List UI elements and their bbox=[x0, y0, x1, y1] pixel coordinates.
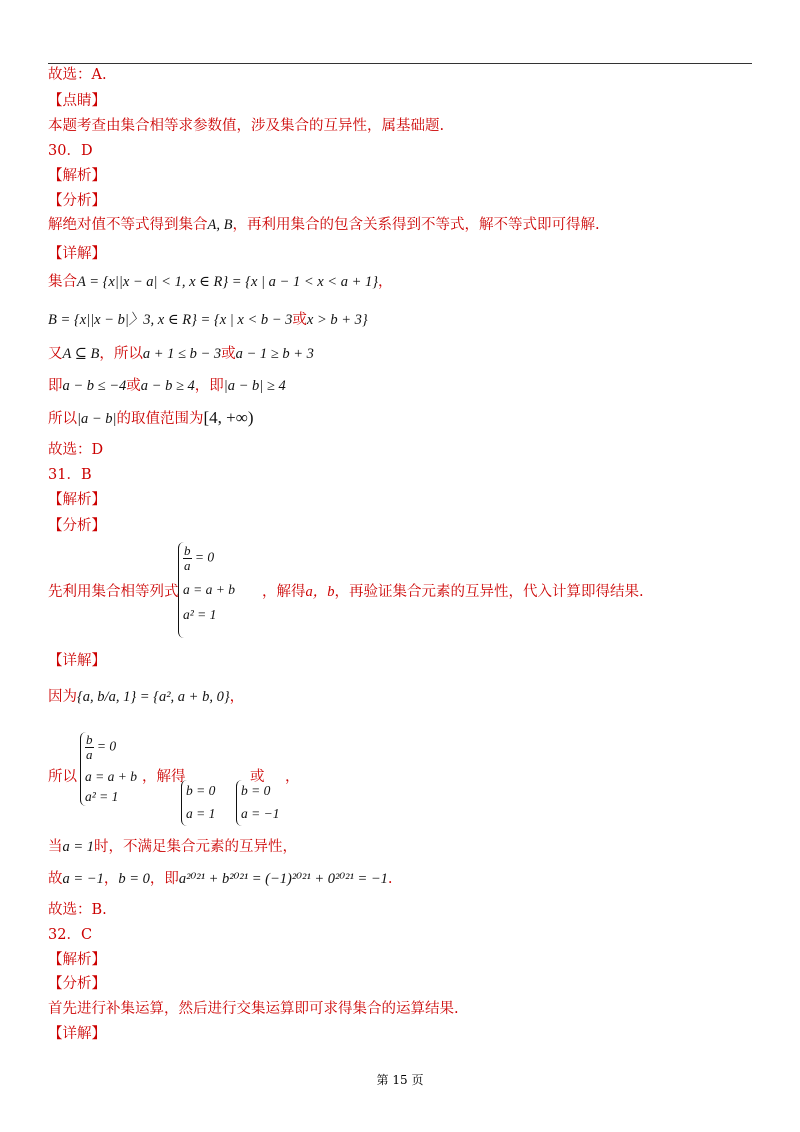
equation-system bbox=[178, 542, 261, 638]
label-text: 即 bbox=[48, 378, 63, 394]
label-text: 所以 bbox=[48, 769, 77, 785]
section-heading bbox=[48, 192, 106, 210]
answer-line bbox=[48, 441, 103, 459]
math-line bbox=[48, 409, 254, 428]
denominator: a bbox=[86, 747, 93, 762]
solution-system bbox=[236, 780, 293, 826]
question-number-text: 31．B bbox=[48, 467, 92, 483]
paragraph-text: 先利用集合相等列式 bbox=[48, 584, 179, 600]
math-expression: x > b + 3} bbox=[306, 312, 368, 328]
system-row: a = −1 bbox=[241, 806, 280, 821]
fraction bbox=[85, 733, 94, 762]
heading-text: 【点睛】 bbox=[48, 93, 106, 109]
system-row: b = 0 bbox=[186, 783, 216, 798]
paragraph-text: 解绝对值不等式得到集合 bbox=[48, 217, 208, 233]
numerator: b bbox=[86, 732, 93, 747]
section-heading bbox=[48, 975, 106, 993]
equation-text: = 0 bbox=[194, 549, 215, 565]
paragraph bbox=[48, 1000, 459, 1018]
math-expression: [4, +∞) bbox=[203, 408, 254, 427]
label-text: 故 bbox=[48, 871, 63, 887]
label-text: 又 bbox=[48, 346, 63, 362]
answer-line bbox=[48, 66, 107, 84]
heading-text: 【分析】 bbox=[48, 976, 106, 992]
math-line bbox=[48, 688, 244, 706]
system-row: a = a + b bbox=[183, 582, 235, 597]
math-expression: a − b ≥ 4 bbox=[140, 378, 195, 394]
paragraph-text: ，再利用集合的包含关系得到不等式，解不等式即可得解. bbox=[232, 217, 600, 233]
section-heading bbox=[48, 245, 106, 263]
punctuation: . bbox=[387, 871, 393, 887]
label-text: ，即 bbox=[194, 378, 224, 394]
math-expression: B = {x||x − b|〉3, x ∈ R} = {x | x < b − 3 bbox=[48, 312, 293, 328]
system-row: a = a + b bbox=[85, 769, 137, 784]
system-row: a = 1 bbox=[186, 806, 216, 821]
header-rule bbox=[48, 63, 752, 64]
math-line bbox=[48, 838, 297, 856]
label-text: ，即 bbox=[149, 871, 179, 887]
math-line bbox=[48, 273, 393, 291]
label-text: 所以 bbox=[48, 411, 77, 427]
section-heading bbox=[48, 517, 106, 535]
label-text: 或 bbox=[221, 346, 236, 362]
paragraph bbox=[48, 583, 179, 601]
label-text: ，解得 bbox=[142, 769, 186, 785]
math-expression: a + 1 ≤ b − 3 bbox=[142, 346, 222, 362]
paragraph-text: ，解得 bbox=[262, 584, 306, 600]
section-heading bbox=[48, 652, 106, 670]
numerator: b bbox=[184, 543, 191, 558]
label-text: 或 bbox=[292, 312, 307, 328]
answer-text: 故选：B. bbox=[48, 902, 107, 918]
question-number-text: 32．C bbox=[48, 927, 93, 943]
heading-text: 【解析】 bbox=[48, 492, 106, 508]
section-heading bbox=[48, 167, 106, 185]
system-row bbox=[183, 544, 214, 573]
heading-text: 【详解】 bbox=[48, 1026, 106, 1042]
heading-text: 【分析】 bbox=[48, 518, 106, 534]
math-expression: a − 1 ≥ b + 3 bbox=[235, 346, 314, 362]
denominator: a bbox=[184, 558, 191, 573]
heading-text: 【解析】 bbox=[48, 952, 106, 968]
math-expression: |a − b| ≥ 4 bbox=[223, 378, 286, 394]
question-number bbox=[48, 142, 93, 160]
math-expression: a = 1 bbox=[62, 839, 95, 855]
punctuation: ， bbox=[103, 871, 119, 887]
label-text: 当 bbox=[48, 839, 63, 855]
section-heading bbox=[48, 491, 106, 509]
system-row: a² = 1 bbox=[183, 607, 217, 622]
paragraph-text: 首先进行补集运算，然后进行交集运算即可求得集合的运算结果. bbox=[48, 1001, 459, 1017]
heading-text: 【详解】 bbox=[48, 246, 106, 262]
label-text: 或 bbox=[250, 769, 265, 785]
page-number: 第 15 页 bbox=[376, 1073, 424, 1087]
math-line bbox=[48, 345, 314, 363]
math-expression: b = 0 bbox=[118, 871, 150, 887]
answer-line bbox=[48, 901, 107, 919]
heading-text: 【分析】 bbox=[48, 193, 106, 209]
section-heading bbox=[48, 92, 106, 110]
answer-text: 故选：D bbox=[48, 442, 104, 458]
math-expression: {a, b/a, 1} = {a², a + b, 0} bbox=[77, 689, 230, 705]
math-line bbox=[48, 870, 393, 888]
system-row: a² = 1 bbox=[85, 789, 119, 804]
math-line bbox=[48, 311, 368, 329]
question-number bbox=[48, 926, 92, 944]
math-expression: a，b bbox=[305, 584, 335, 600]
label-text: 集合 bbox=[48, 274, 77, 290]
punctuation: ， bbox=[229, 689, 245, 705]
section-heading bbox=[48, 951, 106, 969]
equation-text: = 0 bbox=[96, 738, 117, 754]
punctuation: ， bbox=[285, 769, 300, 785]
math-expression: a − b ≤ −4 bbox=[62, 378, 127, 394]
question-number-text: 30．D bbox=[48, 143, 93, 159]
question-number bbox=[48, 466, 92, 484]
heading-text: 【解析】 bbox=[48, 168, 106, 184]
label-text: 时，不满足集合元素的互异性， bbox=[94, 839, 298, 855]
math-expression: a = −1 bbox=[62, 871, 104, 887]
fraction bbox=[183, 544, 192, 573]
system-row: b = 0 bbox=[241, 783, 271, 798]
system-row bbox=[85, 733, 116, 762]
math-expression: A, B bbox=[207, 217, 233, 233]
math-expression: |a − b| bbox=[77, 411, 117, 427]
math-expression: a²⁰²¹ + b²⁰²¹ = (−1)²⁰²¹ + 0²⁰²¹ = −1 bbox=[178, 871, 388, 887]
label-text: ，所以 bbox=[99, 346, 143, 362]
paragraph-text: ，再验证集合元素的互异性，代入计算即得结果. bbox=[334, 584, 644, 600]
answer-text: 故选：A. bbox=[48, 67, 107, 83]
paragraph bbox=[48, 117, 444, 135]
math-expression: A ⊆ B bbox=[62, 346, 100, 362]
paragraph-text: 本题考查由集合相等求参数值，涉及集合的互异性，属基础题. bbox=[48, 118, 445, 134]
equation-system bbox=[80, 732, 143, 806]
solution-system bbox=[181, 780, 232, 826]
math-expression: A = {x||x − a| < 1, x ∈ R} = {x | a − 1 < x < a + 1} bbox=[77, 274, 379, 290]
paragraph bbox=[262, 583, 644, 601]
paragraph bbox=[48, 216, 600, 234]
section-heading bbox=[48, 1025, 106, 1043]
punctuation: ， bbox=[378, 274, 393, 290]
label-text: 或 bbox=[126, 378, 141, 394]
label-text: 因为 bbox=[48, 689, 77, 705]
heading-text: 【详解】 bbox=[48, 653, 106, 669]
paragraph bbox=[142, 768, 186, 786]
label-text: 的取值范围为 bbox=[116, 411, 204, 427]
math-line bbox=[48, 377, 286, 395]
paragraph bbox=[48, 768, 77, 786]
